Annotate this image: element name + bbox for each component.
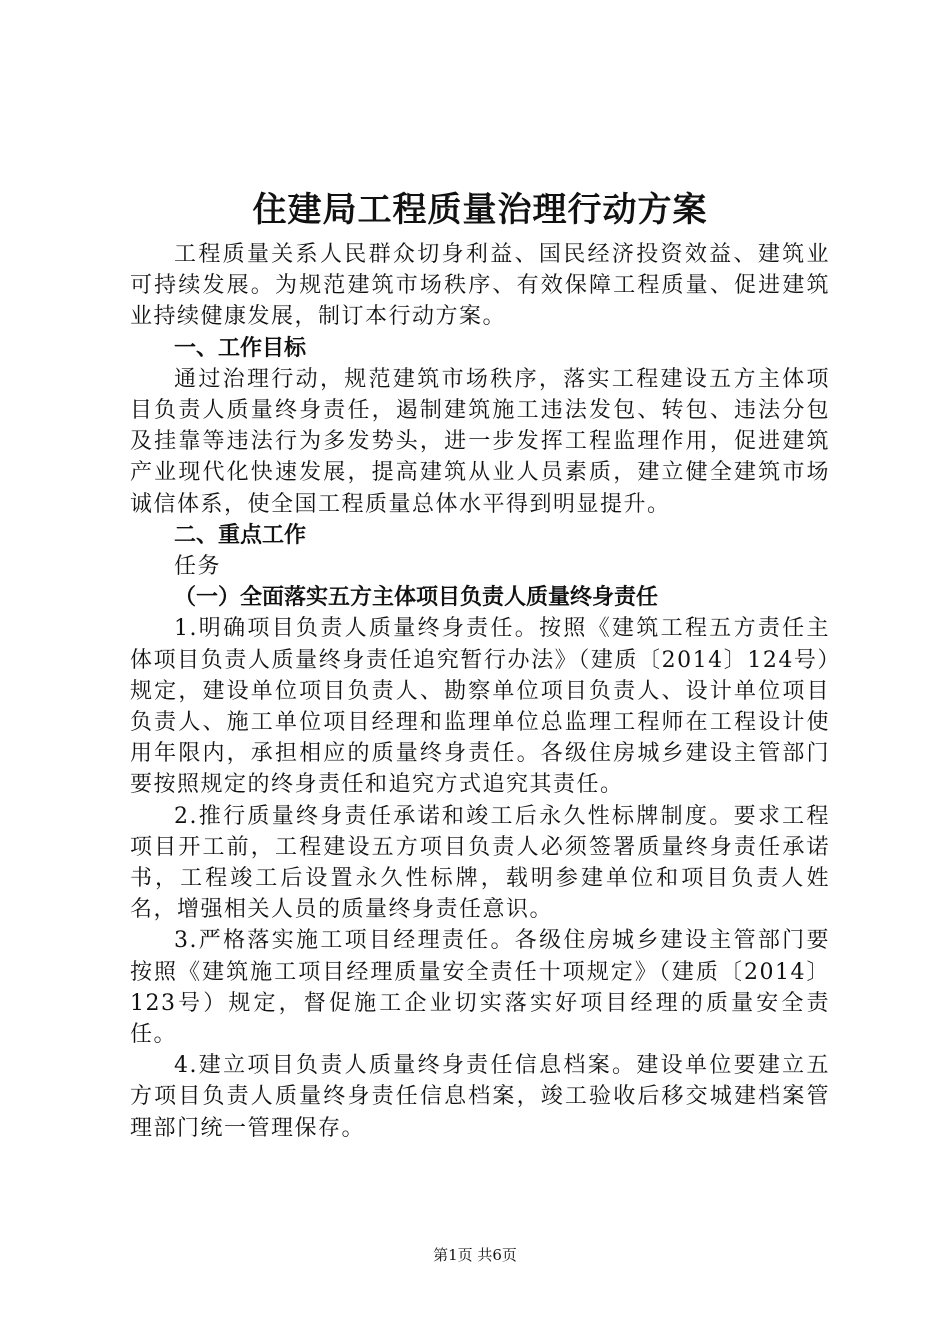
item-2-paragraph: 2.推行质量终身责任承诺和竣工后永久性标牌制度。要求工程项目开工前，工程建设五方项目负责人必须签署质量终身责任承诺书，工程竣工后设置永久性标牌，载明参建单位和项目负责人姓名，增强相关人员的质量终身责任意识。 <box>130 803 830 923</box>
item-4-paragraph: 4.建立项目负责人质量终身责任信息档案。建设单位要建立五方项目负责人质量终身责任信息档案，竣工验收后移交城建档案管理部门统一管理保存。 <box>130 1053 830 1141</box>
goals-paragraph: 通过治理行动，规范建筑市场秩序，落实工程建设五方主体项目负责人质量终身责任，遏制建筑施工违法发包、转包、违法分包及挂靠等违法行为多发势头，进一步发挥工程监理作用，促进建筑产业现代化快速发展，提高建筑从业人员素质，建立健全建筑市场诚信体系，使全国工程质量总体水平得到明显提升。 <box>130 366 830 517</box>
section-heading-key-work: 二、重点工作 <box>174 522 307 548</box>
document-title: 住建局工程质量治理行动方案 <box>252 190 708 230</box>
task-label: 任务 <box>174 554 222 580</box>
subsection-heading-1: （一）全面落实五方主体项目负责人质量终身责任 <box>174 585 659 611</box>
section-heading-goals: 一、工作目标 <box>174 335 307 361</box>
document-page <box>130 185 830 1144</box>
item-1-paragraph: 1.明确项目负责人质量终身责任。按照《建筑工程五方责任主体项目负责人质量终身责任追究暂行办法》（建质〔2014〕124号）规定，建设单位项目负责人、勘察单位项目负责人、设计单位项目负责人、施工单位项目经理和监理单位总监理工程师在工程设计使用年限内，承担相应的质量终身责任。各级住房城乡建设主管部门要按照规定的终身责任和追究方式追究其责任。 <box>130 616 830 798</box>
item-3-paragraph: 3.严格落实施工项目经理责任。各级住房城乡建设主管部门要按照《建筑施工项目经理质量安全责任十项规定》（建质〔2014〕123号）规定，督促施工企业切实落实好项目经理的质量安全责任。 <box>130 928 830 1048</box>
page-footer: 第1页 共6页 <box>433 1246 517 1264</box>
intro-paragraph: 工程质量关系人民群众切身利益、国民经济投资效益、建筑业可持续发展。为规范建筑市场秩序、有效保障工程质量、促进建筑业持续健康发展，制订本行动方案。 <box>130 242 830 330</box>
